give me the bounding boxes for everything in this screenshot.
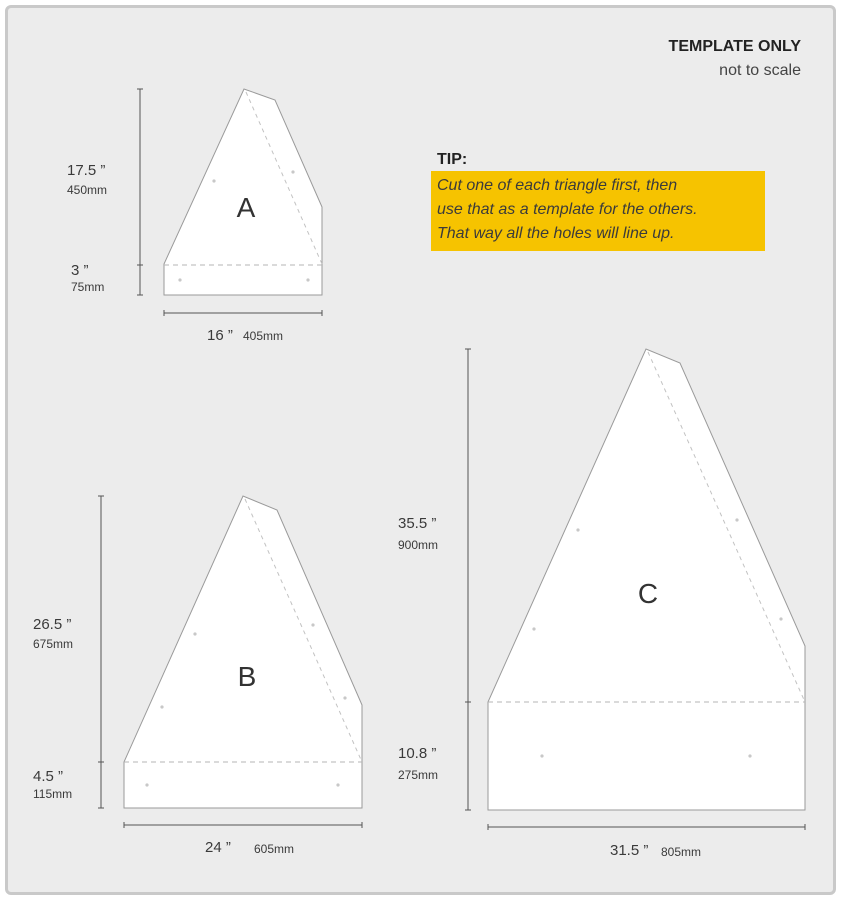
- piece-c-hole: [532, 627, 535, 630]
- piece-a-triangle-height-mm: 450mm: [67, 183, 108, 197]
- piece-b-base-height-inches: 4.5 ”: [33, 768, 64, 785]
- piece-c-triangle-height-mm: 900mm: [398, 538, 439, 552]
- tip-line: That way all the holes will line up.: [437, 225, 675, 242]
- piece-a: [137, 89, 322, 316]
- piece-b-hole: [193, 632, 196, 635]
- piece-b-width-inches: 24 ”: [205, 839, 231, 856]
- piece-a-base-height-mm: 75mm: [71, 280, 105, 294]
- piece-b-hole: [336, 783, 339, 786]
- piece-b-triangle-height-inches: 26.5 ”: [33, 616, 72, 633]
- piece-c-hole: [540, 754, 543, 757]
- piece-a-width-inches: 16 ”: [207, 327, 233, 344]
- piece-a-letter: A: [236, 192, 256, 223]
- piece-a-triangle-height-inches: 17.5 ”: [67, 162, 106, 179]
- piece-c-width-mm: 805mm: [661, 845, 702, 859]
- piece-c-triangle-height-inches: 35.5 ”: [398, 515, 437, 532]
- piece-c-hole: [735, 518, 738, 521]
- piece-b-hole: [343, 696, 346, 699]
- tip-heading: TIP:: [437, 151, 468, 168]
- piece-b: [98, 496, 362, 828]
- piece-a-hole: [212, 179, 215, 182]
- piece-c-base-height-mm: 275mm: [398, 768, 439, 782]
- piece-a-hole: [178, 278, 181, 281]
- piece-b-letter: B: [237, 661, 257, 692]
- piece-a-hole: [291, 170, 294, 173]
- piece-c: [465, 349, 805, 830]
- piece-a-base-height-inches: 3 ”: [71, 262, 89, 279]
- piece-b-hole: [311, 623, 314, 626]
- piece-c-width-inches: 31.5 ”: [610, 842, 649, 859]
- piece-b-triangle-height-mm: 675mm: [33, 637, 74, 651]
- template-title: TEMPLATE ONLY: [668, 38, 801, 55]
- tip-line: use that as a template for the others.: [437, 201, 698, 218]
- piece-c-hole: [779, 617, 782, 620]
- piece-b-hole: [145, 783, 148, 786]
- piece-b-width-mm: 605mm: [254, 842, 295, 856]
- piece-a-width-mm: 405mm: [243, 329, 284, 343]
- piece-a-hole: [306, 278, 309, 281]
- template-subtitle: not to scale: [719, 62, 801, 79]
- piece-c-letter: C: [637, 578, 659, 609]
- piece-c-hole: [576, 528, 579, 531]
- tip-highlight-box: [431, 171, 765, 251]
- piece-b-base-height-mm: 115mm: [33, 787, 73, 801]
- piece-c-base-height-inches: 10.8 ”: [398, 745, 437, 762]
- piece-c-hole: [748, 754, 751, 757]
- piece-b-hole: [160, 705, 163, 708]
- piece-b-outline: [124, 496, 362, 808]
- tip-line: Cut one of each triangle first, then: [437, 177, 678, 194]
